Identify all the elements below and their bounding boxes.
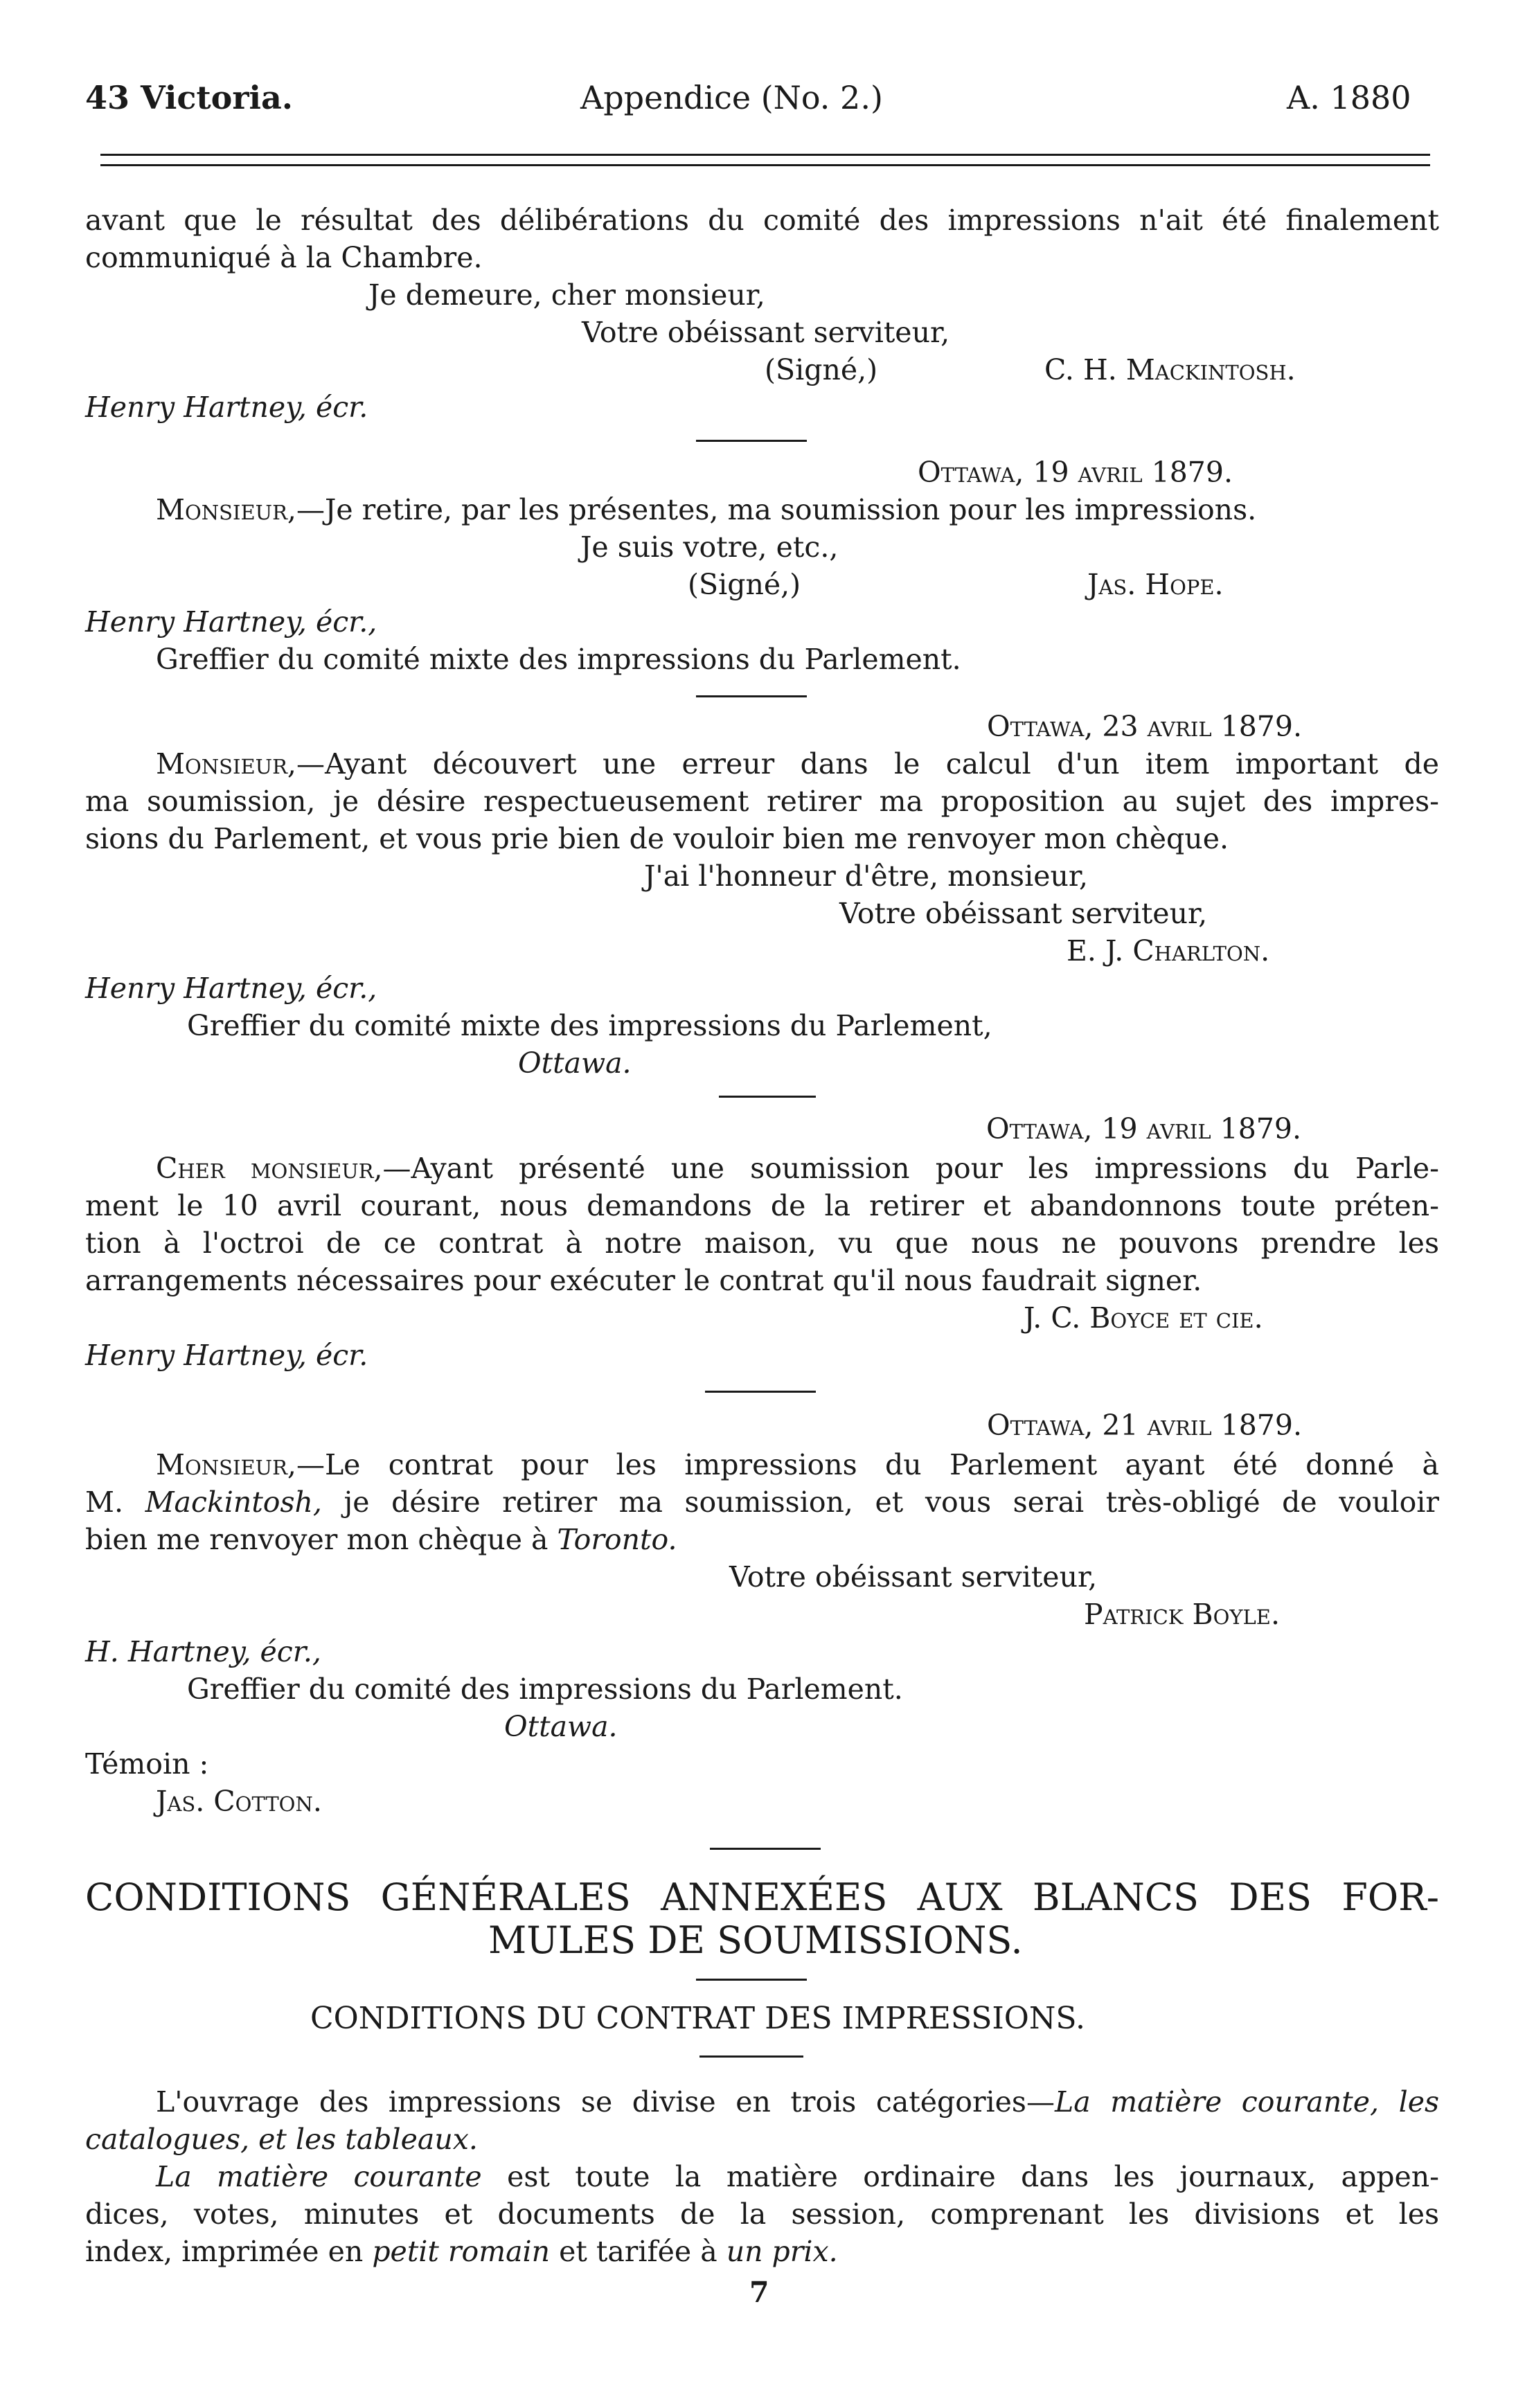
section-p2-emphasis: La matière courante [156,2160,482,2193]
header-rule-top [100,154,1430,156]
header-center: Appendice (No. 2.) [580,79,883,116]
letter2-addressee-city: Ottawa. [518,1046,632,1080]
letter4-line2-rest: je désire retirer ma soumission, et vous serai très-obligé de vouloir [321,1486,1439,1519]
letter2-line2: ma soumission, je désire respectueusement retirer ma proposition au sujet des impres- [85,785,1439,818]
section-p2-line3-a: index, imprimée en [85,2235,373,2268]
letter1-body: —Je retire, par les présentes, ma soumission pour les impressions. [296,493,1257,526]
section-p2-line2: dices, votes, minutes et documents de la session, comprenant les divisions et les [85,2197,1439,2231]
separator-7 [699,2055,803,2058]
letter3-line1: —Ayant présenté une soumission pour les impressions du Parle- [382,1152,1440,1185]
letter4-addressee: H. Hartney, écr., [85,1635,321,1668]
letter4-addressee-city: Ottawa. [504,1710,618,1743]
letter4-dateline: Ottawa, 21 avril 1879. [987,1409,1302,1442]
separator-5 [710,1848,821,1850]
header-right: A. 1880 [1287,79,1411,116]
section-p2-line3-em1: petit romain [372,2235,551,2268]
letter2-salutation: Monsieur, [156,747,296,781]
page-number: 7 [749,2276,769,2309]
letter2-line1: —Ayant découvert une erreur dans le calcul d'un item important de [296,747,1439,781]
letter4-salutation: Monsieur, [156,1448,296,1481]
letter1-addressee: Henry Hartney, écr., [85,605,377,639]
letter1-closing: Je suis votre, etc., [580,530,839,564]
letter1-dateline: Ottawa, 19 avril 1879. [918,456,1233,489]
letter1-signature: Jas. Hope. [1087,568,1224,601]
letter4-line3-city: Toronto. [557,1523,677,1556]
letter0-signed: (Signé,) [765,353,878,386]
letter4-line3-prefix: bien me renvoyer mon chèque à [85,1523,558,1556]
letter0-line2: communiqué à la Chambre. [85,241,483,274]
letter2-signature: E. J. Charlton. [1067,934,1270,967]
letter3-line4: arrangements nécessaires pour exécuter le contrat qu'il nous faudrait signer. [85,1264,1202,1297]
letter2-addressee: Henry Hartney, écr., [85,972,377,1005]
letter4-witness: Jas. Cotton. [156,1785,322,1818]
letter4-closing: Votre obéissant serviteur, [729,1560,1098,1594]
section-title-line2: MULES DE SOUMISSIONS. [488,1918,1023,1962]
letter2-closing2: Votre obéissant serviteur, [839,897,1208,930]
letter2-dateline: Ottawa, 23 avril 1879. [987,710,1302,743]
letter4-line1: —Le contrat pour les impressions du Parlement ayant été donné à [296,1448,1439,1481]
letter3-signature: J. C. Boyce et cie. [1024,1301,1263,1335]
separator-4 [705,1391,816,1393]
separator-3 [719,1096,816,1098]
letter1-salutation: Monsieur, [156,493,296,526]
section-title-line1: CONDITIONS GÉNÉRALES ANNEXÉES AUX BLANCS DES FOR- [85,1875,1439,1919]
section-p1-text: L'ouvrage des impressions se divise en trois catégories— [156,2085,1055,2119]
letter2-line3: sions du Parlement, et vous prie bien de vouloir bien me renvoyer mon chèque. [85,822,1229,855]
letter3-salutation: Cher monsieur, [156,1152,383,1185]
letter0-addressee: Henry Hartney, écr. [85,391,368,424]
letter4-line2-prefix: M. [85,1486,145,1519]
separator-6 [696,1979,807,1981]
header-left: 43 Victoria. [85,79,293,116]
letter0-signature: C. H. Mackintosh. [1044,353,1296,386]
header-rule-bottom [100,164,1430,166]
letter3-line2: ment le 10 avril courant, nous demandons de la retirer et abandonnons toute préten- [85,1189,1439,1222]
letter0-line1: avant que le résultat des délibérations du comité des impressions n'ait été finalement [85,204,1439,237]
letter4-signature: Patrick Boyle. [1084,1598,1280,1631]
letter1-addressee-title: Greffier du comité mixte des impressions du Parlement. [156,643,961,676]
section-p2-text: est toute la matière ordinaire dans les journaux, appen- [481,2160,1440,2193]
section-p1-emphasis: La matière courante, les [1054,2085,1440,2119]
section-p2-line3-em2: un prix. [726,2235,838,2268]
letter0-closing1: Je demeure, cher monsieur, [368,278,765,312]
letter3-dateline: Ottawa, 19 avril 1879. [986,1112,1301,1145]
section-p2-line3-b: et tarifée à [550,2235,726,2268]
letter3-addressee: Henry Hartney, écr. [85,1339,368,1372]
separator-1 [696,440,807,442]
letter4-line2-name: Mackintosh, [145,1486,322,1519]
letter2-closing1: J'ai l'honneur d'être, monsieur, [644,859,1088,893]
section-subtitle: CONDITIONS DU CONTRAT DES IMPRESSIONS. [310,2001,1085,2036]
letter3-line3: tion à l'octroi de ce contrat à notre maison, vu que nous ne pouvons prendre les [85,1227,1439,1260]
section-p1-emphasis-cont: catalogues, et les tableaux. [85,2123,478,2156]
separator-2 [696,695,807,697]
letter4-addressee-title: Greffier du comité des impressions du Parlement. [187,1673,903,1706]
letter2-addressee-title: Greffier du comité mixte des impressions du Parlement, [187,1009,992,1042]
letter4-witness-label: Témoin : [85,1747,209,1781]
letter0-closing2: Votre obéissant serviteur, [582,316,950,349]
letter1-signed: (Signé,) [688,568,801,601]
